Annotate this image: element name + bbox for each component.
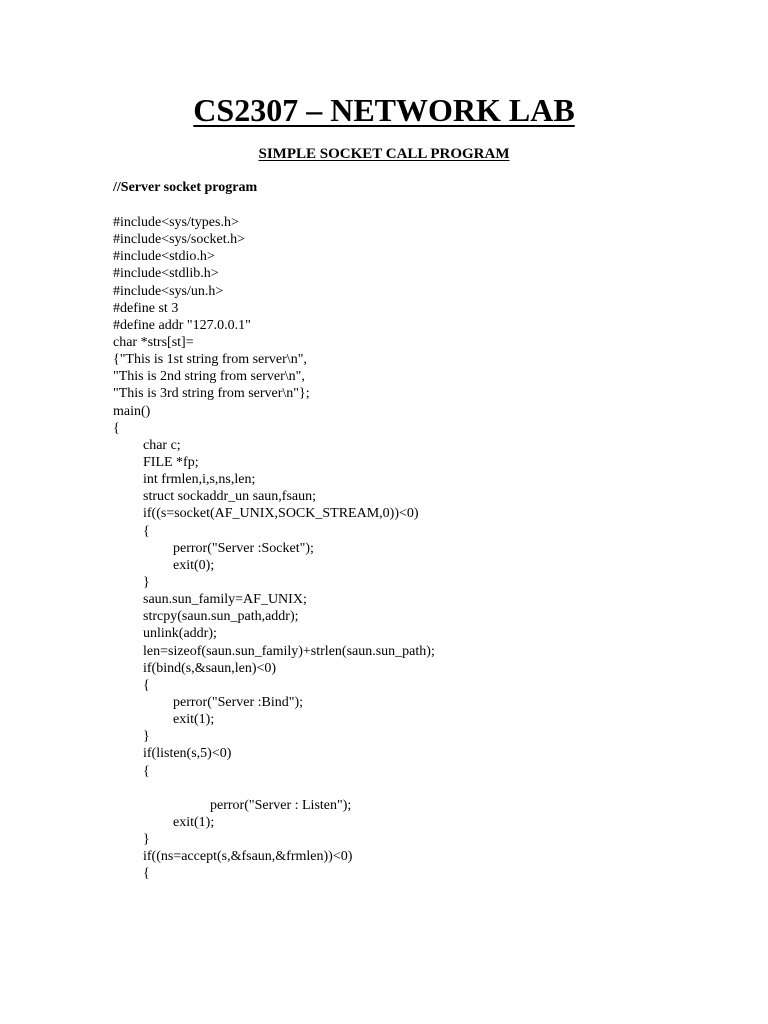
- code-line: perror("Server : Listen");: [210, 797, 352, 813]
- code-line: perror("Server :Bind");: [173, 694, 303, 710]
- code-block: [113, 214, 733, 882]
- code-line: #include<sys/socket.h>: [113, 232, 246, 248]
- code-line: if((ns=accept(s,&fsaun,&frmlen))<0): [143, 849, 353, 865]
- code-line: #define addr "127.0.0.1": [113, 317, 251, 333]
- code-line: #define st 3: [113, 300, 179, 316]
- code-line: {"This is 1st string from server\n",: [113, 352, 307, 368]
- code-line: {: [143, 523, 150, 539]
- document-subtitle-text: SIMPLE SOCKET CALL PROGRAM: [258, 146, 510, 162]
- code-line: #include<sys/types.h>: [113, 215, 239, 230]
- code-line: }: [143, 832, 150, 848]
- code-line: {: [143, 763, 150, 779]
- document-subtitle: [0, 144, 768, 164]
- code-line: {: [143, 866, 150, 882]
- document-title-text: CS2307 – NETWORK LAB: [193, 92, 575, 128]
- code-line: if(listen(s,5)<0): [143, 746, 232, 762]
- code-line: {: [113, 420, 120, 436]
- code-line: #include<sys/un.h>: [113, 283, 224, 299]
- code-line: len=sizeof(saun.sun_family)+strlen(saun.sun_path);: [143, 643, 435, 659]
- code-line: }: [143, 729, 150, 745]
- code-line: [113, 780, 733, 797]
- code-line: perror("Server :Socket");: [173, 540, 314, 556]
- code-line: exit(0);: [173, 557, 215, 573]
- code-line: exit(1);: [173, 712, 215, 728]
- code-line: exit(1);: [173, 814, 215, 830]
- section-heading: //Server socket program: [113, 180, 258, 195]
- code-line: main(): [113, 403, 151, 419]
- code-line: strcpy(saun.sun_path,addr);: [143, 609, 299, 625]
- code-line: {: [143, 677, 150, 693]
- code-line: #include<stdlib.h>: [113, 266, 219, 282]
- code-line: FILE *fp;: [143, 454, 199, 470]
- code-line: struct sockaddr_un saun,fsaun;: [143, 489, 317, 505]
- document-title: [0, 90, 768, 130]
- code-line: saun.sun_family=AF_UNIX;: [143, 592, 307, 608]
- code-line: if((s=socket(AF_UNIX,SOCK_STREAM,0))<0): [143, 506, 419, 522]
- code-line: char *strs[st]=: [113, 334, 194, 350]
- code-line: }: [143, 574, 150, 590]
- code-line: #include<stdio.h>: [113, 249, 215, 265]
- code-line: if(bind(s,&saun,len)<0): [143, 660, 277, 676]
- code-line: "This is 3rd string from server\n"};: [113, 386, 310, 402]
- code-line: int frmlen,i,s,ns,len;: [143, 472, 256, 488]
- code-line: char c;: [143, 437, 181, 453]
- code-line: unlink(addr);: [143, 626, 217, 642]
- code-line: "This is 2nd string from server\n",: [113, 369, 305, 385]
